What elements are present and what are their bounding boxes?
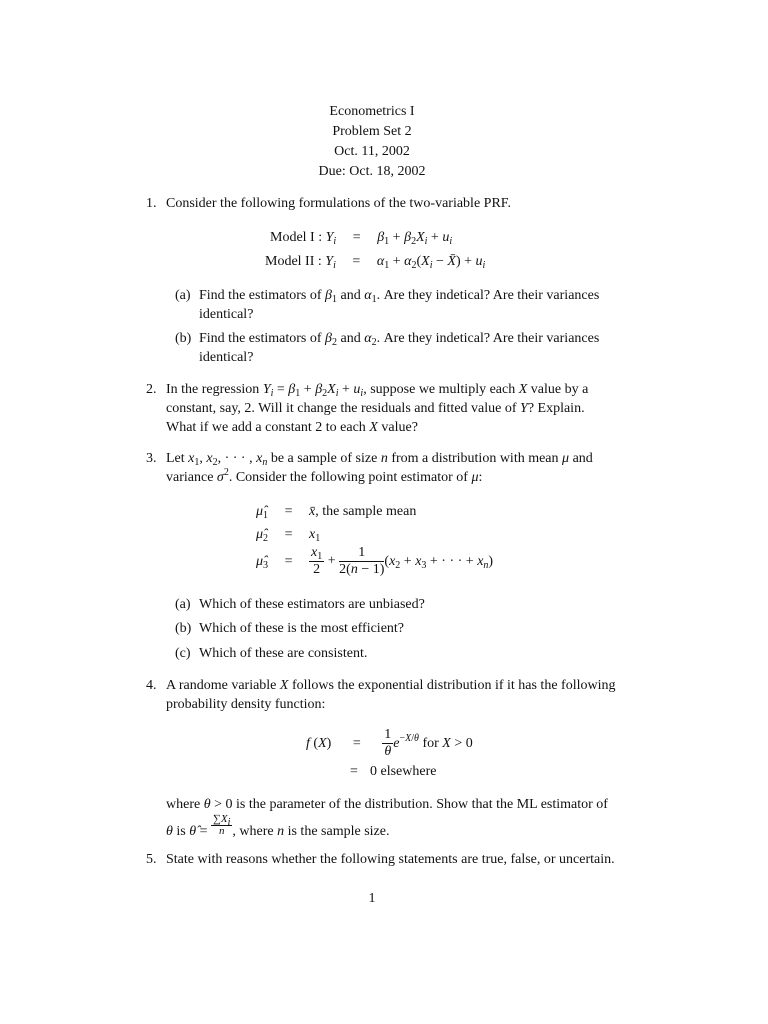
q4-ml-text: where θ > 0 is the parameter of the distribution. Show that the ML estimator of θ is θ̂ = $\frac{\sum X_i}{n}$ , where n is the sample size. xyxy=(166,797,608,839)
estimator-mu3: $\mû_3$ = $\frac{x_1}{2}$ + $\frac{1}{2(n - 1)}$ ($x_2 + x_3$ + · · · + $x_n$) xyxy=(256,545,494,577)
q1a-text: Find the estimators of $\beta_1$ and $\alpha_1$. Are they indetical? Are their variances identical? xyxy=(199,288,600,322)
q3a-text: Which of these estimators are unbiased? xyxy=(199,597,425,612)
q4-text: A randome variable X follows the exponential distribution if it has the following probability density function: xyxy=(166,678,616,712)
estimator-mu2: $\mû_2 = x_1$ xyxy=(256,527,321,544)
q4-number: 4. xyxy=(146,678,157,693)
q5-number: 5. xyxy=(146,852,157,867)
model-2-equation: Model II : $Y_i = \alpha_1 + \alpha_2(X_i$ − X̄) + $u_i$ xyxy=(265,254,486,271)
q2-text: In the regression $Y_i = \beta_1 + \beta_2X_i + u_i$, suppose we multiply each X value by a constant, say, 2. Will it change the residuals and fitted value of Y? Explain. What if we add a constant 2 to each X value? xyxy=(166,382,589,435)
page-number: 1 xyxy=(368,891,376,906)
model-2-label: Model II : xyxy=(265,254,322,269)
model-1-equation: Model I : $Y_i = \beta_1 + \beta_2X_i + u_i$ xyxy=(270,230,453,247)
density-elsewhere: = 0 elsewhere xyxy=(350,764,437,779)
issue-date: Oct. 11, 2002 xyxy=(334,144,410,159)
problem-set-title: Problem Set 2 xyxy=(332,124,412,139)
estimator-mu1: $\mû_1$ = x̄, the sample mean xyxy=(256,504,417,521)
q1b-text: Find the estimators of $\beta_2$ and $\alpha_2$. Are they indetical? Are their variances identical? xyxy=(199,331,600,365)
q3b-text: Which of these is the most efficient? xyxy=(199,621,405,636)
q1-text: Consider the following formulations of the two-variable PRF. xyxy=(166,196,511,211)
density-function: f (X) = $\frac{1}{\theta}$ $e^{-X/\theta}$ for X > 0 xyxy=(306,727,473,759)
model-1-label: Model I : xyxy=(270,230,323,245)
q1b-label: (b) xyxy=(175,331,192,346)
q1a-label: (a) xyxy=(175,288,191,303)
q3a-label: (a) xyxy=(175,597,191,612)
q3-number: 3. xyxy=(146,451,157,466)
due-date: Due: Oct. 18, 2002 xyxy=(318,164,426,179)
document-header xyxy=(0,102,744,182)
q3b-label: (b) xyxy=(175,621,192,636)
q5-text: State with reasons whether the following statements are true, false, or uncertain. xyxy=(166,852,615,867)
q3c-text: Which of these are consistent. xyxy=(199,646,368,661)
course-title: Econometrics I xyxy=(329,104,415,119)
q2-number: 2. xyxy=(146,382,157,397)
q3c-label: (c) xyxy=(175,646,191,661)
q3-text: Let $x_1$, $x_2$, · · · , $x_n$ be a sample of size n from a distribution with mean μ and variance $\sigma^2$. Consider the following point estimator of μ: xyxy=(166,451,593,485)
q1-number: 1. xyxy=(146,196,157,211)
